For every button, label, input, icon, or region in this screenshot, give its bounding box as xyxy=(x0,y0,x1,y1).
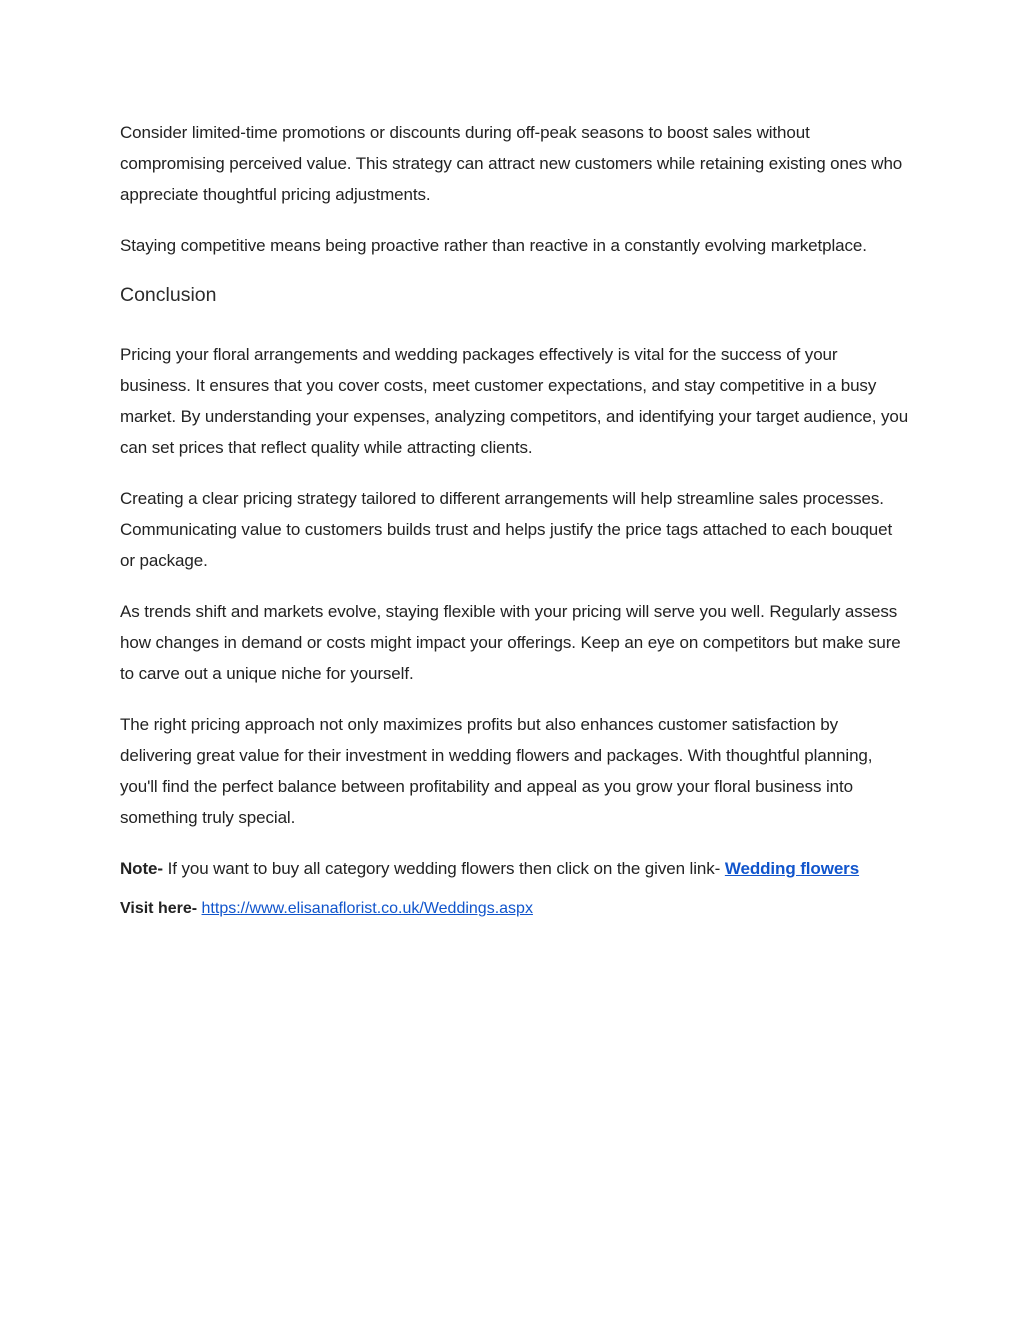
conclusion-paragraph-2: Creating a clear pricing strategy tailored to different arrangements will help streamline sales processes. Communicating value to customers builds trust and helps justify the price tags attached to each bouquet or package. xyxy=(120,489,893,570)
competitive-paragraph: Staying competitive means being proactive rather than reactive in a constantly evolving marketplace. xyxy=(120,236,867,255)
conclusion-paragraph-1: Pricing your floral arrangements and wedding packages effectively is vital for the success of your business. It ensures that you cover costs, meet customer expectations, and stay competitive in a busy market. By understanding your expenses, analyzing competitors, and identifying your target audience, you can set prices that reflect quality while attracting clients. xyxy=(120,345,909,457)
conclusion-paragraph-3: As trends shift and markets evolve, staying flexible with your pricing will serve you well. Regularly assess how changes in demand or costs might impact your offerings. Keep an eye on competitors but make sure to carve out a unique niche for yourself. xyxy=(120,602,901,683)
note-label: Note- xyxy=(120,859,163,878)
promotions-paragraph: Consider limited-time promotions or discounts during off-peak seasons to boost sales without compromising perceived value. This strategy can attract new customers while retaining existing ones who appreciate thoughtful pricing adjustments. xyxy=(120,123,903,204)
visit-line xyxy=(120,896,910,922)
note-line xyxy=(120,853,910,884)
conclusion-heading: Conclusion xyxy=(120,284,217,306)
note-text: If you want to buy all category wedding flowers then click on the given link- xyxy=(162,859,725,878)
visit-label: Visit here- xyxy=(120,900,198,917)
document-page xyxy=(120,117,910,922)
wedding-flowers-link[interactable]: Wedding flowers xyxy=(724,859,860,878)
weddings-url-link[interactable]: https://www.elisanaflorist.co.uk/Weddings.aspx xyxy=(201,900,533,917)
conclusion-paragraph-4: The right pricing approach not only maximizes profits but also enhances customer satisfaction by delivering great value for their investment in wedding flowers and packages. With thoughtful planning, you'll find the perfect balance between profitability and appeal as you grow your floral business into something truly special. xyxy=(120,715,873,827)
